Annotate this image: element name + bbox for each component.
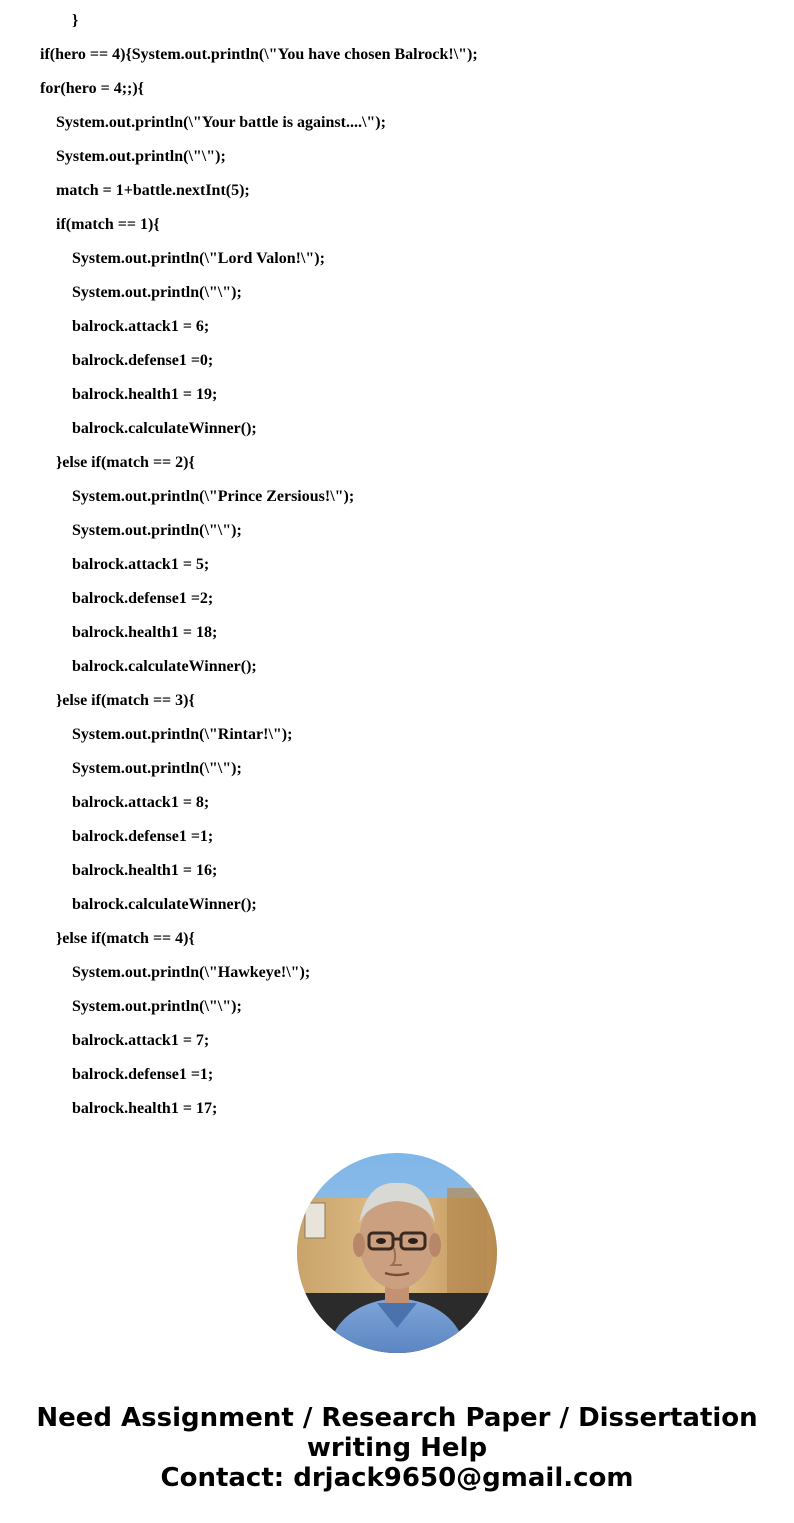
code-line: }else if(match == 2){ [56,454,195,471]
contact-banner [0,1403,794,1493]
code-line: System.out.println(\"Your battle is against....\"); [56,114,386,131]
code-line: balrock.attack1 = 5; [72,556,210,573]
code-line: balrock.attack1 = 8; [72,794,210,811]
code-line: } [72,12,79,29]
code-line: balrock.calculateWinner(); [72,658,257,675]
code-line: }else if(match == 4){ [56,930,195,947]
code-line: System.out.println(\"\"); [72,522,242,539]
contact-email: Contact: drjack9650@gmail.com [160,1463,634,1493]
code-line: balrock.defense1 =2; [72,590,214,607]
code-line: System.out.println(\"\"); [72,760,242,777]
banner-line: Need Assignment / Research Paper / Dissertation [36,1403,758,1433]
code-line: balrock.defense1 =1; [72,828,214,845]
code-line: System.out.println(\"\"); [56,148,226,165]
code-line: System.out.println(\"Lord Valon!\"); [72,250,325,267]
code-line: System.out.println(\"Rintar!\"); [72,726,293,743]
code-line: balrock.attack1 = 7; [72,1032,210,1049]
code-line: for(hero = 4;;){ [40,80,144,97]
code-line: if(hero == 4){System.out.println(\"You have chosen Balrock!\"); [40,46,478,63]
code-line: System.out.println(\"\"); [72,998,242,1015]
code-line: System.out.println(\"\"); [72,284,242,301]
code-line: System.out.println(\"Hawkeye!\"); [72,964,311,981]
code-line: balrock.defense1 =1; [72,1066,214,1083]
code-line: balrock.health1 = 16; [72,862,218,879]
avatar [297,1153,497,1353]
code-line: balrock.defense1 =0; [72,352,214,369]
code-line: balrock.calculateWinner(); [72,420,257,437]
portrait-image [297,1153,497,1353]
code-line: match = 1+battle.nextInt(5); [56,182,250,199]
code-line: balrock.calculateWinner(); [72,896,257,913]
banner-line: writing Help [306,1433,488,1463]
code-line: balrock.health1 = 19; [72,386,218,403]
code-line: if(match == 1){ [56,216,160,233]
code-line: System.out.println(\"Prince Zersious!\"); [72,488,355,505]
code-line: }else if(match == 3){ [56,692,195,709]
code-line: balrock.health1 = 17; [72,1100,218,1117]
code-line: balrock.attack1 = 6; [72,318,210,335]
code-line: balrock.health1 = 18; [72,624,218,641]
